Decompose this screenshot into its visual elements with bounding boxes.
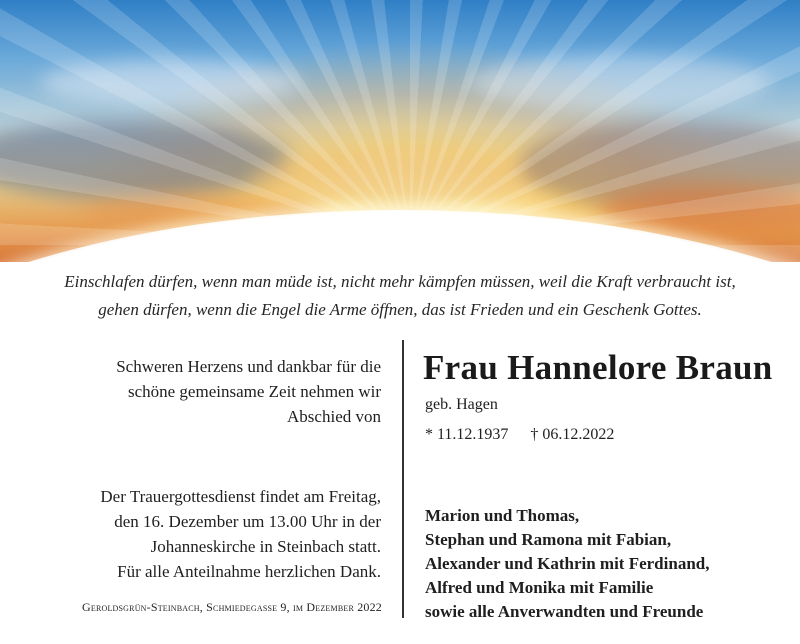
poem-line: gehen dürfen, wenn die Engel die Arme öffnen, das ist Frieden und ein Geschenk Gottes.: [98, 300, 702, 319]
place-and-date: Geroldsgrün-Steinbach, Schmiedegasse 9, im Dezember 2022: [82, 600, 382, 614]
mourner-line: Alfred und Monika mit Familie: [425, 578, 654, 597]
deceased-name: Frau Hannelore Braun: [423, 348, 773, 387]
mourners-list: [425, 504, 709, 624]
poem-quote: [0, 268, 800, 324]
birth-name: geb. Hagen: [425, 396, 498, 413]
mourner-line: Alexander und Kathrin mit Ferdinand,: [425, 554, 710, 573]
service-line: den 16. Dezember um 13.00 Uhr in der: [114, 512, 381, 531]
service-line: Der Trauergottesdienst findet am Freitag,: [100, 487, 381, 506]
funeral-service-info: [20, 484, 381, 584]
intro-line: Schweren Herzens und dankbar für die: [116, 357, 381, 376]
intro-line: Abschied von: [287, 407, 381, 426]
intro-line: schöne gemeinsame Zeit nehmen wir: [127, 382, 381, 401]
column-divider: [402, 340, 404, 618]
farewell-intro: [20, 354, 381, 429]
life-dates: [425, 426, 614, 444]
mourner-line: Marion und Thomas,: [425, 506, 580, 525]
birth-date: * 11.12.1937: [425, 426, 509, 443]
service-line: Für alle Anteilnahme herzlichen Dank.: [117, 562, 381, 581]
poem-line: Einschlafen dürfen, wenn man müde ist, nicht mehr kämpfen müssen, weil die Kraft verbraucht ist,: [64, 272, 736, 291]
mourner-line: sowie alle Anverwandten und Freunde: [425, 602, 704, 621]
death-date: † 06.12.2022: [530, 426, 615, 443]
mourner-line: Stephan und Ramona mit Fabian,: [425, 530, 672, 549]
header-sunrise-image: [0, 0, 800, 262]
service-line: Johanneskirche in Steinbach statt.: [150, 537, 381, 556]
